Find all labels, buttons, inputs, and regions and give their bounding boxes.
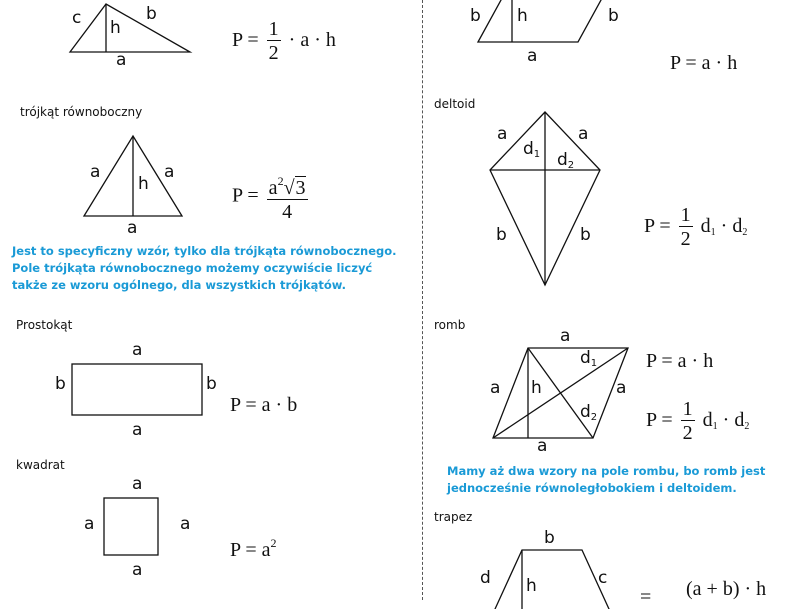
square-title: kwadrat — [16, 458, 65, 472]
rhombus-formula-d2-sub: 2 — [744, 421, 750, 433]
triangle-fraction — [267, 18, 281, 65]
square-label-a-left: a — [84, 514, 95, 534]
deltoid-d1-letter: d — [523, 139, 534, 159]
rhombus-formula-dot: · — [722, 409, 730, 432]
rhombus-note-line1: Mamy aż dwa wzory na pole rombu, bo romb jest — [447, 464, 766, 478]
square-formula — [230, 536, 277, 562]
deltoid-d2-sub: 2 — [567, 160, 575, 171]
deltoid-frac-num: 1 — [680, 204, 691, 226]
square-formula-p: P = a — [230, 539, 271, 561]
rhombus-label-d1 — [580, 348, 597, 369]
rhombus-formula-2 — [646, 398, 749, 445]
rectangle-label-b-left: b — [55, 374, 66, 394]
triangle-label-a: a — [116, 50, 127, 70]
trapezoid-label-c: c — [598, 568, 608, 588]
deltoid-label-a-right: a — [578, 124, 589, 144]
equilateral-num-exp: 2 — [277, 174, 284, 188]
equilateral-label-a-bottom: a — [127, 218, 138, 238]
parallelogram-shape — [478, 0, 612, 42]
equilateral-fraction — [267, 170, 308, 224]
triangle-frac-num: 1 — [268, 18, 279, 40]
rhombus-formula-d1-sub: 1 — [712, 421, 718, 433]
deltoid-d2-letter: d — [557, 150, 568, 170]
rhombus-d1-sub: 1 — [590, 358, 598, 369]
trapezoid-formula-eq: = — [640, 586, 652, 608]
equilateral-title: trójkąt równoboczny — [20, 105, 143, 119]
deltoid-formula-d1: d — [700, 215, 711, 238]
rhombus-formula-d1: d — [702, 409, 713, 432]
rhombus-label-a-bottom: a — [537, 436, 548, 456]
deltoid-label-a-left: a — [497, 124, 508, 144]
equilateral-formula-p: P = — [232, 184, 259, 207]
deltoid-label-d1 — [523, 139, 540, 160]
parallelogram-label-a: a — [527, 46, 538, 66]
deltoid-formula-d1-sub: 1 — [710, 227, 716, 239]
equilateral-num-a: a — [268, 177, 278, 199]
deltoid-label-d2 — [557, 150, 574, 171]
rhombus-note — [447, 463, 765, 497]
rectangle-label-a-top: a — [132, 340, 143, 360]
triangle-frac-den: 2 — [268, 42, 279, 64]
rhombus-formula-p: P = — [646, 409, 673, 432]
triangle-shape — [70, 4, 190, 52]
equilateral-note-line2: Pole trójkąta równobocznego możemy oczywiście liczyć — [12, 261, 373, 275]
triangle-formula-p: P = — [232, 29, 259, 52]
equilateral-num-root: 3 — [295, 177, 306, 199]
rhombus-formula-1: P = a · h — [646, 350, 714, 372]
rectangle-label-b-right: b — [206, 374, 217, 394]
equilateral-note-line3: także ze wzoru ogólnego, dla wszystkich trójkątów. — [12, 278, 347, 292]
deltoid-fraction — [679, 204, 693, 251]
square-shape — [104, 498, 158, 555]
deltoid-label-b-right: b — [580, 225, 591, 245]
parallelogram-label-b-left: b — [470, 6, 481, 26]
equilateral-label-a-right: a — [164, 162, 175, 182]
square-label-a-top: a — [132, 474, 143, 494]
trapezoid-shape — [490, 550, 614, 609]
triangle-formula — [232, 18, 336, 65]
rhombus-d1-letter: d — [580, 348, 591, 368]
parallelogram-formula: P = a · h — [670, 52, 738, 74]
deltoid-formula-d2: d — [732, 215, 743, 238]
equilateral-label-a-left: a — [90, 162, 101, 182]
deltoid-title: deltoid — [434, 97, 476, 111]
square-label-a-right: a — [180, 514, 191, 534]
rhombus-label-h: h — [531, 378, 542, 398]
rhombus-fraction — [681, 398, 695, 445]
equilateral-frac-num — [267, 170, 308, 200]
equilateral-label-h: h — [138, 174, 149, 194]
triangle-label-c: c — [72, 8, 82, 28]
deltoid-label-b-left: b — [496, 225, 507, 245]
sqrt-icon: √ — [283, 177, 295, 199]
rhombus-frac-den: 2 — [682, 422, 693, 444]
trapezoid-label-h: h — [526, 576, 537, 596]
parallelogram-label-h: h — [517, 6, 528, 26]
rhombus-formula-d2: d — [734, 409, 745, 432]
trapezoid-title: trapez — [434, 510, 473, 524]
rhombus-d2-sub: 2 — [590, 412, 598, 423]
square-formula-exp: 2 — [270, 536, 277, 550]
equilateral-note-line1: Jest to specyficzny wzór, tylko dla trójkąta równobocznego. — [12, 244, 397, 258]
trapezoid-formula-num: (a + b) · h — [686, 578, 767, 600]
rhombus-label-a-top: a — [560, 326, 571, 346]
deltoid-formula-d2-sub: 2 — [742, 227, 748, 239]
rhombus-label-a-right: a — [616, 378, 627, 398]
square-label-a-bottom: a — [132, 560, 143, 580]
rhombus-label-a-left: a — [490, 378, 501, 398]
rectangle-title: Prostokąt — [16, 318, 73, 332]
deltoid-d1-sub: 1 — [533, 149, 541, 160]
rhombus-title: romb — [434, 318, 466, 332]
triangle-label-b: b — [146, 4, 157, 24]
deltoid-formula-p: P = — [644, 215, 671, 238]
rhombus-diagonal-2 — [493, 348, 628, 438]
equilateral-note — [12, 243, 397, 294]
equilateral-frac-den: 4 — [282, 201, 293, 223]
rhombus-note-line2: jednocześnie równoległobokiem i deltoidem. — [447, 481, 737, 495]
deltoid-frac-den: 2 — [680, 228, 691, 250]
rectangle-formula: P = a · b — [230, 394, 298, 416]
equilateral-formula — [232, 170, 311, 224]
deltoid-formula — [644, 204, 747, 251]
triangle-label-h: h — [110, 18, 121, 38]
rhombus-frac-num: 1 — [682, 398, 693, 420]
parallelogram-label-b-right: b — [608, 6, 619, 26]
deltoid-formula-dot: · — [720, 215, 728, 238]
rhombus-label-d2 — [580, 402, 597, 423]
rectangle-label-a-bottom: a — [132, 420, 143, 440]
trapezoid-label-d: d — [480, 568, 491, 588]
rhombus-d2-letter: d — [580, 402, 591, 422]
trapezoid-label-b: b — [544, 528, 555, 548]
triangle-formula-rest: · a · h — [288, 29, 336, 52]
rectangle-shape — [72, 364, 202, 415]
